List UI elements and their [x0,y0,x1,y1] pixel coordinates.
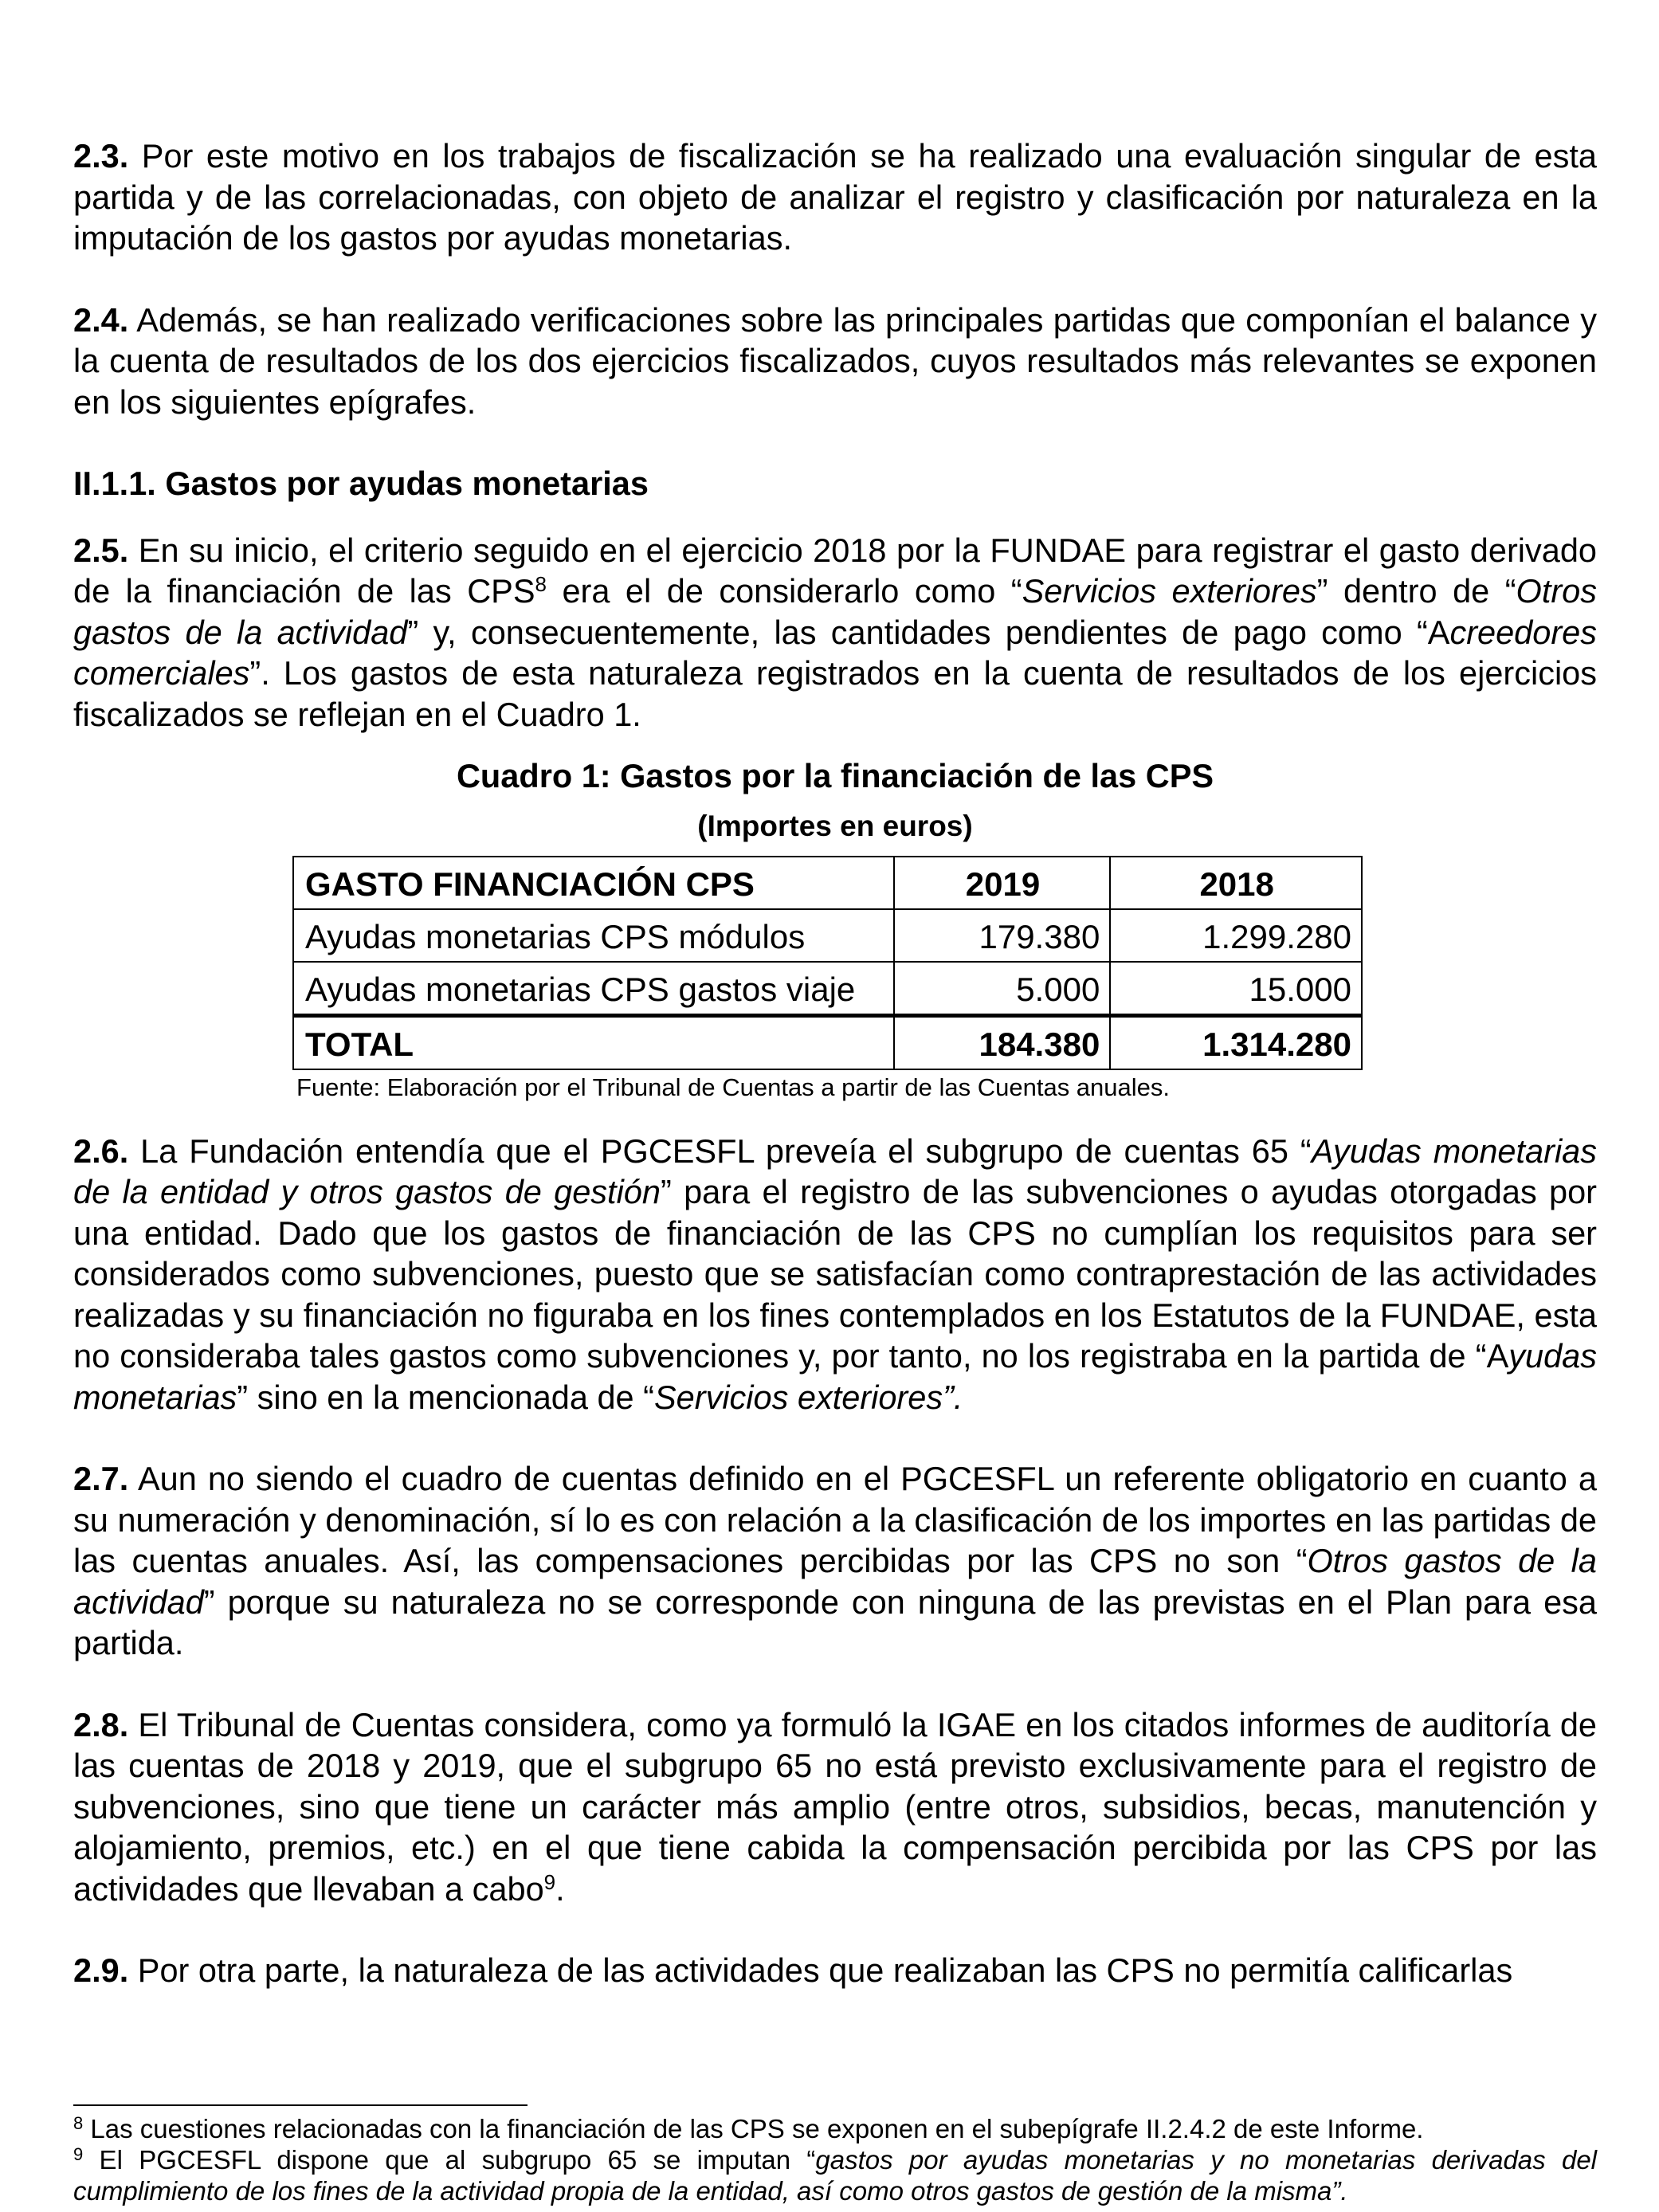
paragraph-text: Por este motivo en los trabajos de fiscalización se ha realizado una evaluación singular de esta partida y de las correlacionadas, con objeto de analizar el registro y clasificación por naturaleza en la imputación de los gastos por ayudas monetarias. [73,137,1597,257]
table-caption: Cuadro 1: Gastos por la financiación de las CPS [456,757,1214,794]
paragraph-number: 2.5. [73,531,129,569]
table-total-row [293,1015,1362,1069]
table-subcaption: (Importes en euros) [697,809,973,842]
paragraph-text: ”. Los gastos de esta naturaleza registrados en la cuenta de resultados de los ejercicios fiscalizados se reflejan en el Cuadro 1. [73,654,1597,733]
footnote-8 [73,2113,1597,2144]
footnote-text: El PGCESFL dispone que al subgrupo 65 se imputan “ [83,2145,816,2175]
paragraph-text: ” sino en la mencionada de “ [237,1378,654,1416]
paragraph-number: 2.7. [73,1460,129,1497]
table-cell: Ayudas monetarias CPS gastos viaje [293,962,894,1016]
table-row [293,909,1362,962]
table-cell: 1.299.280 [1110,909,1362,962]
paragraph-2-4 [73,300,1597,423]
paragraph-text: En su inicio, el criterio seguido en el ejercicio 2018 por la FUNDAE para registrar el gasto derivado de la financiación de las CPS [73,531,1597,610]
paragraph-text: Además, se han realizado verificaciones sobre las principales partidas que componían el balance y la cuenta de resultados de los dos ejercicios fiscalizados, cuyos resultados más relevantes se exponen en los siguientes epígrafes. [73,300,1597,421]
table-cell: Ayudas monetarias CPS módulos [293,909,894,962]
paragraph-2-7 [73,1458,1597,1664]
table-header-row [293,857,1362,909]
table-cell: 179.380 [894,909,1111,962]
paragraph-text: ” y, consecuentemente, las cantidades pendientes de pago como “A [407,613,1450,651]
paragraph-italic: Servicios exteriores [1022,572,1317,610]
paragraph-number: 2.9. [73,1951,129,1989]
table-source: Fuente: Elaboración por el Tribunal de Cuentas a partir de las Cuentas anuales. [296,1073,1171,1101]
paragraph-italic: Otros gastos de la actividad [73,1542,1597,1621]
document-body [73,135,1597,1991]
footnote-separator [73,2104,528,2106]
table-total-cell: 1.314.280 [1110,1015,1362,1069]
paragraph-number: 2.6. [73,1131,129,1170]
paragraph-text: ” para el registro de las subvenciones o ayudas otorgadas por una entidad. Dado que los gastos de financiación de las CPS no cumplían los requisitos para ser considerados como subvenciones, puesto que se satisfacían como contraprestación de las actividades realizadas y su financiación no figuraba en los fines contemplados en los Estatutos de la FUNDAE, esta no consideraba tales gastos como subvenciones y, por tanto, no los registraba en la partida de “A [73,1173,1597,1375]
paragraph-text: El Tribunal de Cuentas considera, como ya formuló la IGAE en los citados informes de auditoría de las cuentas de 2018 y 2019, que el subgrupo 65 no está previsto exclusivamente para el registro de subvenciones, sino que tiene un carácter más amplio (entre otros, subsidios, becas, manutención y alojamiento, premios, etc.) en el que tiene cabida la compensación percibida por las CPS por las actividades que llevaban a cabo [73,1705,1597,1908]
paragraph-text: Aun no siendo el cuadro de cuentas definido en el PGCESFL un referente obligatorio en cuanto a su numeración y denominación, sí lo es con relación a la clasificación de los importes en las partidas de las cuentas anuales. Así, las compensaciones percibidas por las CPS no son “ [73,1460,1597,1579]
paragraph-2-6 [73,1131,1597,1418]
paragraph-italic: creedores comerciales [73,613,1597,692]
footnote-number: 9 [73,2144,84,2164]
footnote-ref-9[interactable]: 9 [543,1869,556,1894]
table-row [293,962,1362,1016]
footnote-ref-8[interactable]: 8 [535,572,547,596]
table-header-cell: 2018 [1110,857,1362,909]
paragraph-2-8 [73,1704,1597,1910]
data-table [292,856,1363,1070]
paragraph-text: . [555,1869,565,1908]
paragraph-text: La Fundación entendía que el PGCESFL preveía el subgrupo de cuentas 65 “ [128,1131,1312,1170]
table-total-cell: TOTAL [293,1015,894,1069]
table-cell: 5.000 [894,962,1111,1016]
footnote-italic: gastos por ayudas monetarias y no monetarias derivadas del cumplimiento de los fines de la actividad propia de la entidad, así como otros gastos de gestión de la misma”. [73,2145,1598,2206]
paragraph-2-3 [73,135,1597,259]
paragraph-text: ” porque su naturaleza no se corresponde con ninguna de las previstas en el Plan para esa partida. [73,1583,1597,1661]
paragraph-number: 2.4. [73,300,129,339]
footnote-number: 8 [73,2113,84,2133]
footnote-text: Las cuestiones relacionadas con la financiación de las CPS se exponen en el subepígrafe II.2.4.2 de este Informe. [83,2114,1424,2143]
footnote-9 [73,2144,1597,2206]
paragraph-italic: Otros gastos de la actividad [73,572,1598,651]
paragraph-number: 2.3. [73,137,129,175]
table-header-cell: GASTO FINANCIACIÓN CPS [293,857,894,909]
table-cell: 15.000 [1110,962,1362,1016]
paragraph-2-5 [73,530,1597,735]
table-total-cell: 184.380 [894,1015,1111,1069]
paragraph-2-9 [73,1950,1597,1991]
paragraph-number: 2.8. [73,1705,129,1743]
paragraph-italic: Ayudas monetarias de la entidad y otros gastos de gestión [73,1131,1597,1210]
paragraph-text: era el de considerarlo como “ [547,572,1022,610]
paragraph-text: ” dentro de “ [1316,572,1516,610]
footnotes [73,2113,1597,2206]
table-header-cell: 2019 [894,857,1111,909]
paragraph-italic: Servicios exteriores”. [653,1378,963,1416]
paragraph-italic: yudas monetarias [73,1337,1597,1416]
paragraph-text: Por otra parte, la naturaleza de las actividades que realizaban las CPS no permitía calificarlas [128,1951,1513,1989]
section-heading: II.1.1. Gastos por ayudas monetarias [73,465,649,502]
